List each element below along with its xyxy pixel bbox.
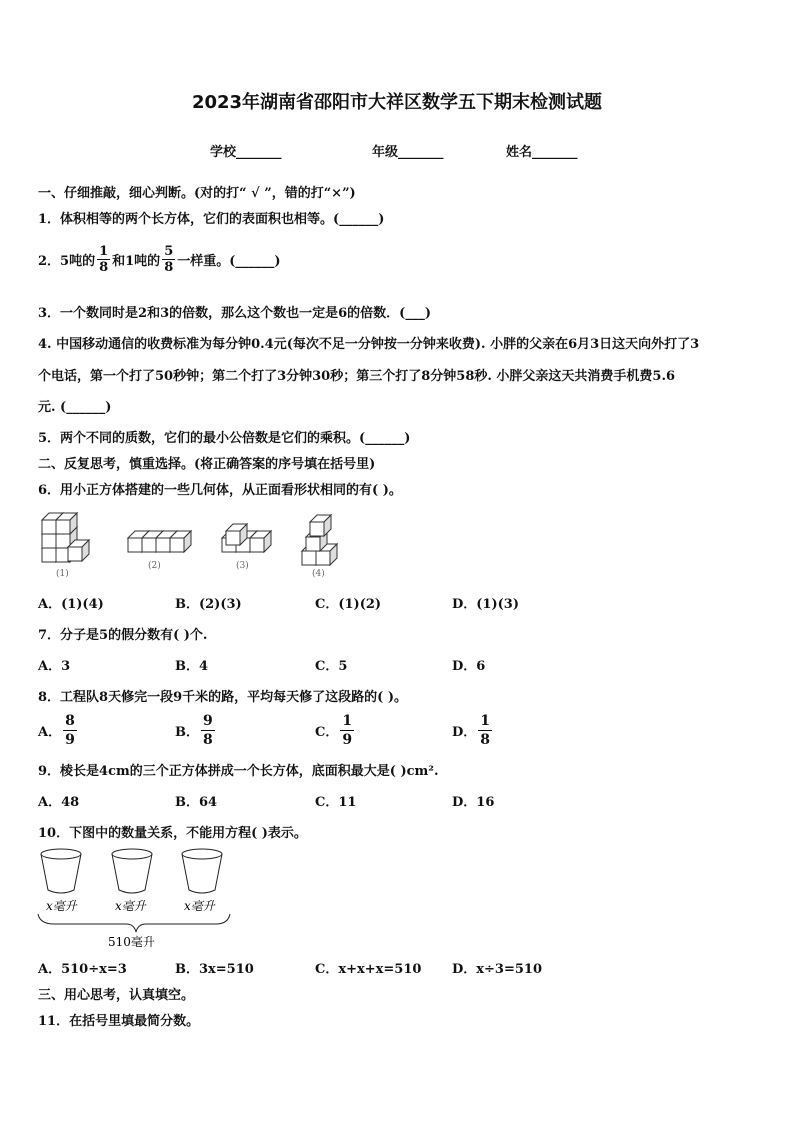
fraction: $\frac{1}{8}$ [99,244,109,275]
q10-cups-figure [34,846,234,952]
fig-label: (3) [236,561,249,571]
q6-option-d[interactable]: D．(1)(3) [452,597,519,612]
q8-option-c[interactable]: C． $\frac{1}{9}$ [315,713,353,748]
total-label: 510毫升 [108,935,155,949]
cup-label: x毫升 [184,899,215,913]
cup-icon [182,849,222,893]
grade-field: 年级_______ [372,145,444,160]
figure-3 [222,524,271,552]
cup-icon [41,849,81,893]
question-4-line2: 个电话，第一个打了50秒钟；第二个打了3分钟30秒；第三个打了8分钟58秒. 小胖父亲这天共消费手机费5.6 [38,369,676,384]
fig-label: (1) [56,569,69,579]
q7-option-c[interactable]: C．5 [315,659,348,674]
question-1: 1．体积相等的两个长方体，它们的表面积也相等。(______) [38,212,385,227]
q10-option-a[interactable]: A．510÷x=3 [38,962,127,977]
q6-option-b[interactable]: B．(2)(3) [175,597,242,612]
cup-label: x毫升 [46,899,77,913]
question-9: 9．棱长是4cm的三个正方体拼成一个长方体，底面积最大是( )cm². [38,764,439,779]
q9-option-c[interactable]: C．11 [315,795,357,810]
question-3: 3．一个数同时是2和3的倍数，那么这个数也一定是6的倍数．(___) [38,306,431,321]
section3-heading: 三、用心思考，认真填空。 [38,988,195,1003]
q10-option-b[interactable]: B．3x=510 [175,962,254,977]
fig-label: (2) [148,561,161,571]
q6-option-c[interactable]: C．(1)(2) [315,597,382,612]
q6-cube-figures [36,510,366,582]
question-4-line3: 元. (______) [38,400,112,415]
q7-option-a[interactable]: A．3 [38,659,71,674]
cup-label: x毫升 [115,899,146,913]
q7-option-b[interactable]: B．4 [175,659,209,674]
q9-option-d[interactable]: D．16 [452,795,495,810]
q9-option-a[interactable]: A．48 [38,795,80,810]
question-11: 11．在括号里填最简分数。 [38,1014,200,1029]
q6-option-a[interactable]: A．(1)(4) [38,597,104,612]
figure-4 [302,515,337,565]
figure-2 [128,531,191,552]
page-title: 2023年湖南省邵阳市大祥区数学五下期末检测试题 [191,92,603,113]
fig-label: (4) [312,569,325,579]
question-4-line1: 4. 中国移动通信的收费标准为每分钟0.4元(每次不足一分钟按一分钟来收费). 小胖的父亲在6月3日这天向外打了3 [38,337,700,352]
question-5: 5．两个不同的质数，它们的最小公倍数是它们的乘积。(______) [38,431,411,446]
q8-option-a[interactable]: A． $\frac{8}{9}$ [38,713,75,748]
question-6: 6．用小正方体搭建的一些几何体，从正面看形状相同的有( )。 [38,483,402,498]
q8-option-b[interactable]: B． $\frac{9}{8}$ [175,713,213,748]
question-8: 8．工程队8天修完一段9千米的路，平均每天修了这段路的( )。 [38,690,407,705]
question-2: 2．5吨的 $\frac{1}{8}$ 和1吨的 $\frac{5}{8}$ 一样重。(______) [38,244,281,275]
q10-option-d[interactable]: D．x÷3=510 [452,962,542,977]
fraction: $\frac{5}{8}$ [164,244,174,275]
section1-heading: 一、仔细推敲，细心判断。(对的打“ √ ”，错的打“×”) [38,186,356,201]
q8-option-d[interactable]: D． $\frac{1}{8}$ [452,713,491,748]
q7-option-d[interactable]: D．6 [452,659,486,674]
q10-option-c[interactable]: C．x+x+x=510 [315,962,422,977]
school-field: 学校_______ [210,145,282,160]
name-field: 姓名_______ [506,145,578,160]
q9-option-b[interactable]: B．64 [175,795,218,810]
cup-icon [112,849,152,893]
question-10: 10．下图中的数量关系，不能用方程( )表示。 [38,826,307,841]
figure-1 [42,513,89,562]
section2-heading: 二、反复思考，慎重选择。(将正确答案的序号填在括号里) [38,457,376,472]
question-7: 7．分子是5的假分数有( )个. [38,628,208,643]
